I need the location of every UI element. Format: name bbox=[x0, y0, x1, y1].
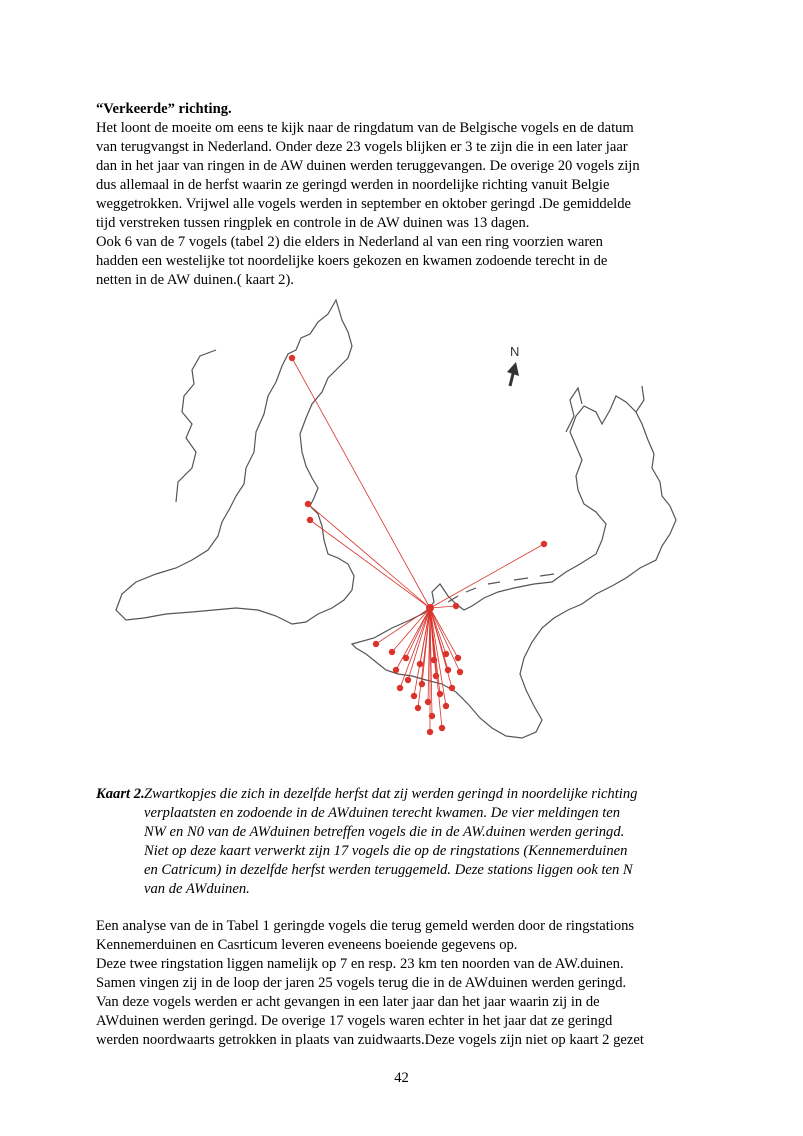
ringing-site-dot bbox=[415, 705, 421, 711]
recovery-line bbox=[310, 520, 430, 608]
ringing-site-dot bbox=[289, 355, 295, 361]
ringing-site-dot bbox=[445, 667, 451, 673]
section-line: Ook 6 van de 7 vogels (tabel 2) die elders in Nederland al van een ring voorzien waren bbox=[96, 234, 603, 250]
ringing-site-dot bbox=[427, 729, 433, 735]
ringing-site-dot bbox=[403, 655, 409, 661]
ringing-site-dot bbox=[431, 657, 437, 663]
analysis-text bbox=[96, 917, 716, 1050]
ringing-site-dot bbox=[457, 669, 463, 675]
ringing-site-dot bbox=[449, 685, 455, 691]
page-number: 42 bbox=[394, 1070, 409, 1086]
map-outline-west bbox=[176, 350, 216, 502]
caption-line: verplaatsten en zodoende in de AWduinen terecht kwamen. De vier meldingen ten bbox=[144, 805, 621, 821]
aw-duinen-hub bbox=[426, 604, 434, 612]
analysis-line: Van deze vogels werden er acht gevangen in een later jaar dan het jaar waarin zij in de bbox=[96, 994, 600, 1010]
ringing-site-dot bbox=[305, 501, 311, 507]
ringing-site-dot bbox=[417, 661, 423, 667]
ringing-site-dot bbox=[411, 693, 417, 699]
ringing-site-dot bbox=[393, 667, 399, 673]
north-arrow bbox=[507, 344, 519, 386]
ringing-site-dot bbox=[389, 649, 395, 655]
recovery-line bbox=[376, 608, 430, 644]
section-line: netten in de AW duinen.( kaart 2). bbox=[96, 272, 294, 288]
caption-label: Kaart 2. bbox=[96, 786, 145, 802]
ringing-site-dot bbox=[433, 673, 439, 679]
caption-line: en Catricum) in dezelfde herfst werden teruggemeld. Deze stations liggen ook ten N bbox=[144, 862, 633, 878]
recovery-line bbox=[396, 608, 430, 670]
recovery-line bbox=[292, 358, 430, 608]
section-line: dan in het jaar van ringen in de AW duinen werden teruggevangen. De overige 20 vogels zijn bbox=[96, 158, 640, 174]
ringing-site-dot bbox=[429, 713, 435, 719]
section-line: tijd verstreken tussen ringplek en controle in de AW duinen was 13 dagen. bbox=[96, 215, 530, 231]
section-line: dus allemaal in de herfst waarin ze geringd werden in noordelijke richting vanuit Belgie bbox=[96, 177, 610, 193]
analysis-line: werden noordwaarts getrokken in plaats van zuidwaarts.Deze vogels zijn niet op kaart 2 gezet bbox=[96, 1032, 644, 1048]
ringing-site-dot bbox=[419, 681, 425, 687]
section-heading: “Verkeerde” richting. bbox=[96, 101, 232, 117]
map-outline-britain bbox=[116, 300, 354, 624]
ringing-site-dot bbox=[307, 517, 313, 523]
analysis-line: AWduinen werden geringd. De overige 17 vogels waren echter in het jaar dat ze geringd bbox=[96, 1013, 613, 1029]
caption-line: NW en N0 van de AWduinen betreffen vogels die in de AW.duinen werden geringd. bbox=[144, 824, 625, 840]
caption-line: Zwartkopjes die zich in dezelfde herfst dat zij werden geringd in noordelijke richting bbox=[144, 786, 638, 802]
caption-line: van de AWduinen. bbox=[144, 881, 250, 897]
ringing-site-dot bbox=[425, 699, 431, 705]
ringing-site-dot bbox=[405, 677, 411, 683]
north-label: N bbox=[510, 344, 520, 359]
section-line: hadden een westelijke tot noordelijke koers gekozen en kwamen zodoende terecht in de bbox=[96, 253, 608, 269]
caption-line: Niet op deze kaart verwerkt zijn 17 vogels die op de ringstations (Kennemerduinen bbox=[144, 843, 628, 859]
map-outline-islands bbox=[448, 574, 554, 602]
ringing-site-dot bbox=[439, 725, 445, 731]
analysis-line: Een analyse van de in Tabel 1 geringde vogels die terug gemeld werden door de ringstations bbox=[96, 918, 635, 934]
ringing-site-dot bbox=[443, 651, 449, 657]
ringing-site-dot bbox=[373, 641, 379, 647]
map-caption bbox=[96, 785, 716, 899]
section-text bbox=[96, 100, 716, 290]
section-line: van terugvangst in Nederland. Onder deze 23 vogels blijken er 3 te zijn die in een later jaar bbox=[96, 139, 628, 155]
recovery-lines bbox=[292, 358, 544, 732]
analysis-line: Deze twee ringstation liggen namelijk op 7 en resp. 23 km ten noorden van de AW.duinen. bbox=[96, 956, 624, 972]
ringing-site-dot bbox=[397, 685, 403, 691]
ringing-site-dot bbox=[455, 655, 461, 661]
ringing-site-dot bbox=[453, 603, 459, 609]
recovery-map bbox=[96, 292, 716, 774]
ringing-site-dot bbox=[437, 691, 443, 697]
ringing-site-dot bbox=[443, 703, 449, 709]
north-arrow-head bbox=[507, 362, 519, 376]
ringing-site-dot bbox=[541, 541, 547, 547]
section-line: Het loont de moeite om eens te kijk naar de ringdatum van de Belgische vogels en de datum bbox=[96, 120, 634, 136]
recovery-line bbox=[308, 504, 430, 608]
analysis-line: Samen vingen zij in de loop der jaren 25 vogels terug die in de AWduinen werden geringd. bbox=[96, 975, 627, 991]
recovery-line bbox=[430, 544, 544, 608]
analysis-line: Kennemerduinen en Casrticum leveren eveneens boeiende gegevens op. bbox=[96, 937, 518, 953]
section-line: weggetrokken. Vrijwel alle vogels werden in september en oktober geringd .De gemiddelde bbox=[96, 196, 632, 212]
